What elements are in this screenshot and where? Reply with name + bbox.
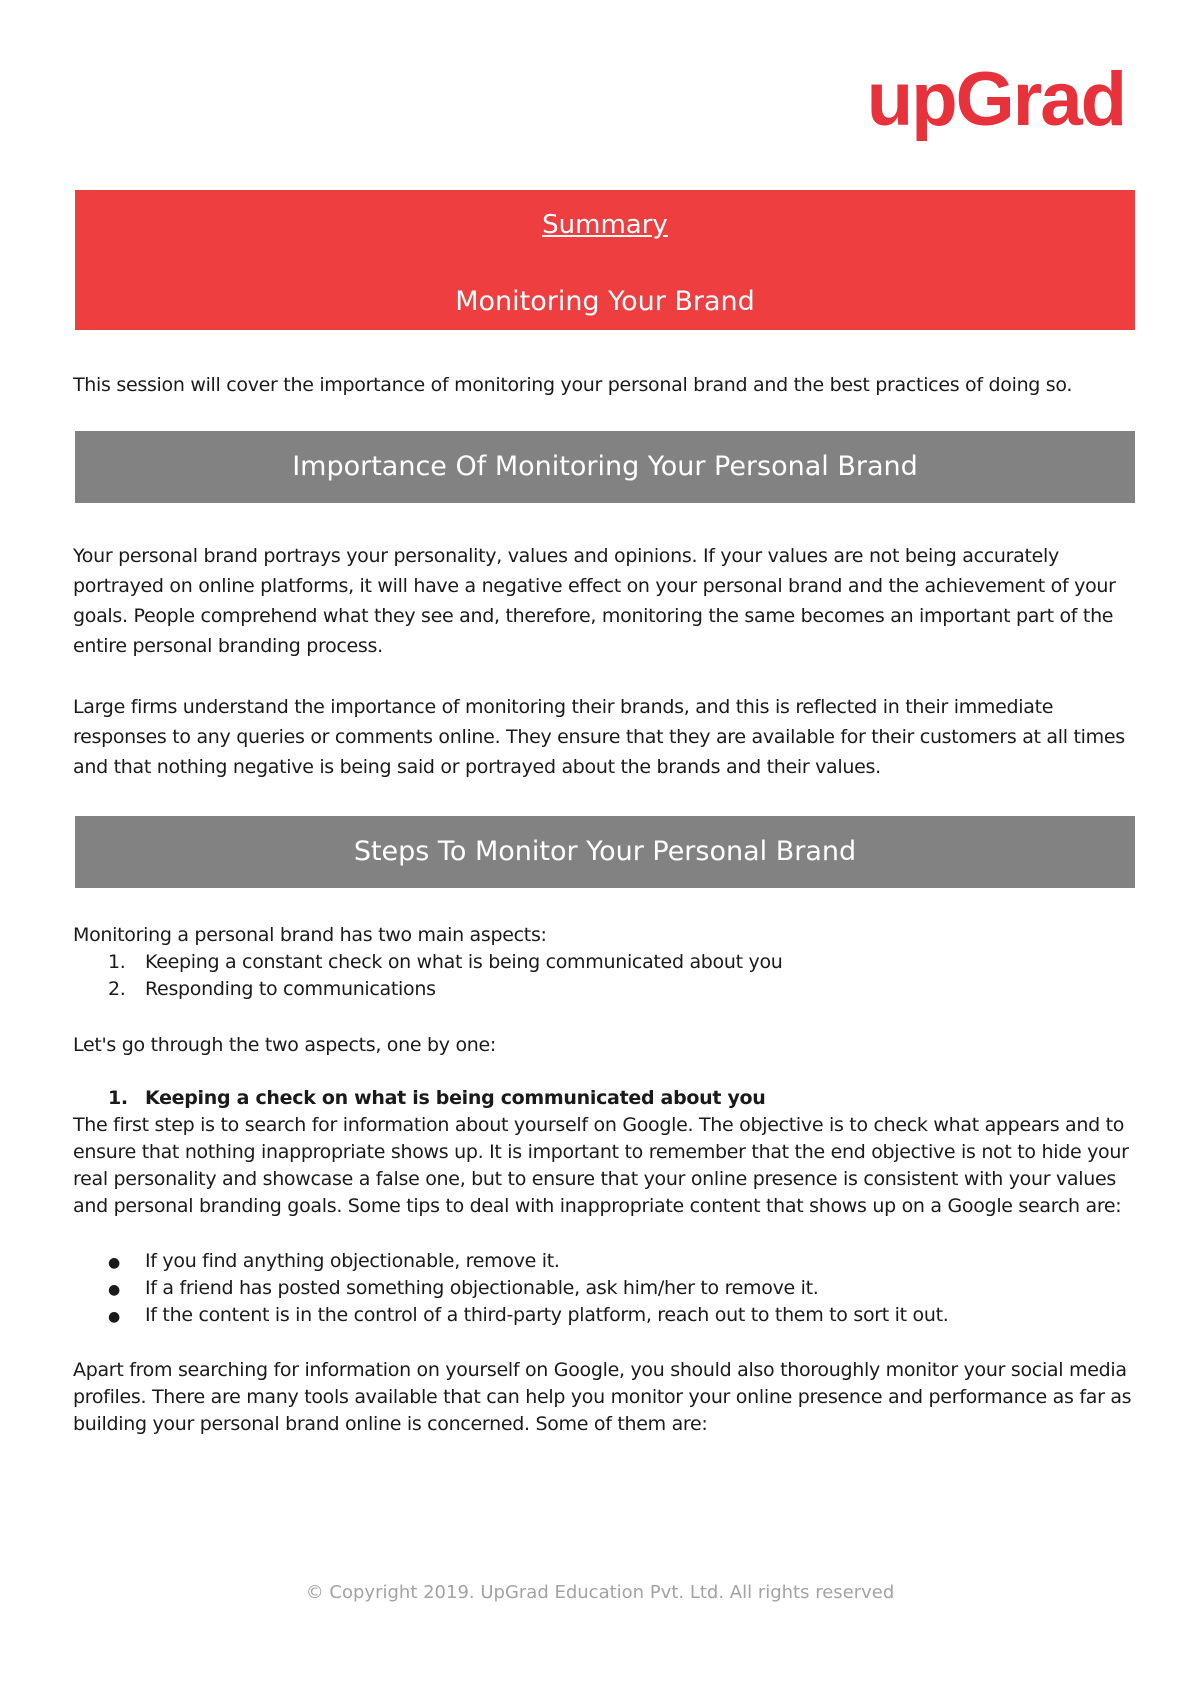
list-item-text: Responding to communications <box>145 978 436 1000</box>
aspects-intro: Monitoring a personal brand has two main aspects: <box>73 924 547 946</box>
importance-paragraph-2: Large firms understand the importance of monitoring their brands, and this is reflected in their immediate responses to any queries or comments online. They ensure that they are available for their customers at all times and that nothing negative is being said or portrayed about the brands and their values. <box>73 696 1125 778</box>
list-item <box>108 1248 560 1277</box>
closing-paragraph: Apart from searching for information on yourself on Google, you should also thoroughly monitor your social media profiles. There are many tools available that can help you monitor your online presence and performance as far as building your personal brand online is concerned. Some of them are: <box>73 1359 1132 1435</box>
walkthrough-text: Let's go through the two aspects, one by one: <box>73 1034 497 1056</box>
importance-heading: Importance Of Monitoring Your Personal Brand <box>75 431 1135 503</box>
intro-text: This session will cover the importance of monitoring your personal brand and the best practices of doing so. <box>73 374 1073 396</box>
list-item-text: If the content is in the control of a third-party platform, reach out to them to sort it out. <box>145 1304 949 1326</box>
list-item-text: If a friend has posted something objectionable, ask him/her to remove it. <box>145 1277 819 1299</box>
subsection-number: 1. <box>108 1087 128 1109</box>
subsection-title: Keeping a check on what is being communicated about you <box>145 1087 766 1109</box>
list-item <box>108 1275 819 1304</box>
list-number: 2. <box>108 978 126 1000</box>
subsection-heading <box>108 1085 766 1112</box>
bullet-icon: ● <box>108 1309 120 1325</box>
summary-label: Summary <box>542 210 668 240</box>
list-item <box>108 949 783 976</box>
list-item-text: If you find anything objectionable, remove it. <box>145 1250 560 1272</box>
page-title: Monitoring Your Brand <box>455 286 755 317</box>
copyright-footer: © Copyright 2019. UpGrad Education Pvt. Ltd. All rights reserved <box>305 1582 895 1603</box>
list-item-text: Keeping a constant check on what is being communicated about you <box>145 951 783 973</box>
summary-banner <box>75 190 1135 330</box>
bullet-icon: ● <box>108 1255 120 1271</box>
list-number: 1. <box>108 951 126 973</box>
list-item <box>108 1302 949 1331</box>
list-item <box>108 976 436 1003</box>
bullet-icon: ● <box>108 1282 120 1298</box>
upgrad-logo: upGrad <box>866 57 1125 142</box>
steps-heading: Steps To Monitor Your Personal Brand <box>75 816 1135 888</box>
importance-paragraph-1: Your personal brand portrays your personality, values and opinions. If your values are not being accurately portrayed on online platforms, it will have a negative effect on your personal brand and the achievement of your goals. People comprehend what they see and, therefore, monitoring the same becomes an important part of the entire personal branding process. <box>73 545 1116 657</box>
subsection-paragraph: The first step is to search for information about yourself on Google. The objective is to check what appears and to ensure that nothing inappropriate shows up. It is important to remember that the end objective is not to hide your real personality and showcase a false one, but to ensure that your online presence is consistent with your values and personal branding goals. Some tips to deal with inappropriate content that shows up on a Google search are: <box>73 1114 1129 1217</box>
